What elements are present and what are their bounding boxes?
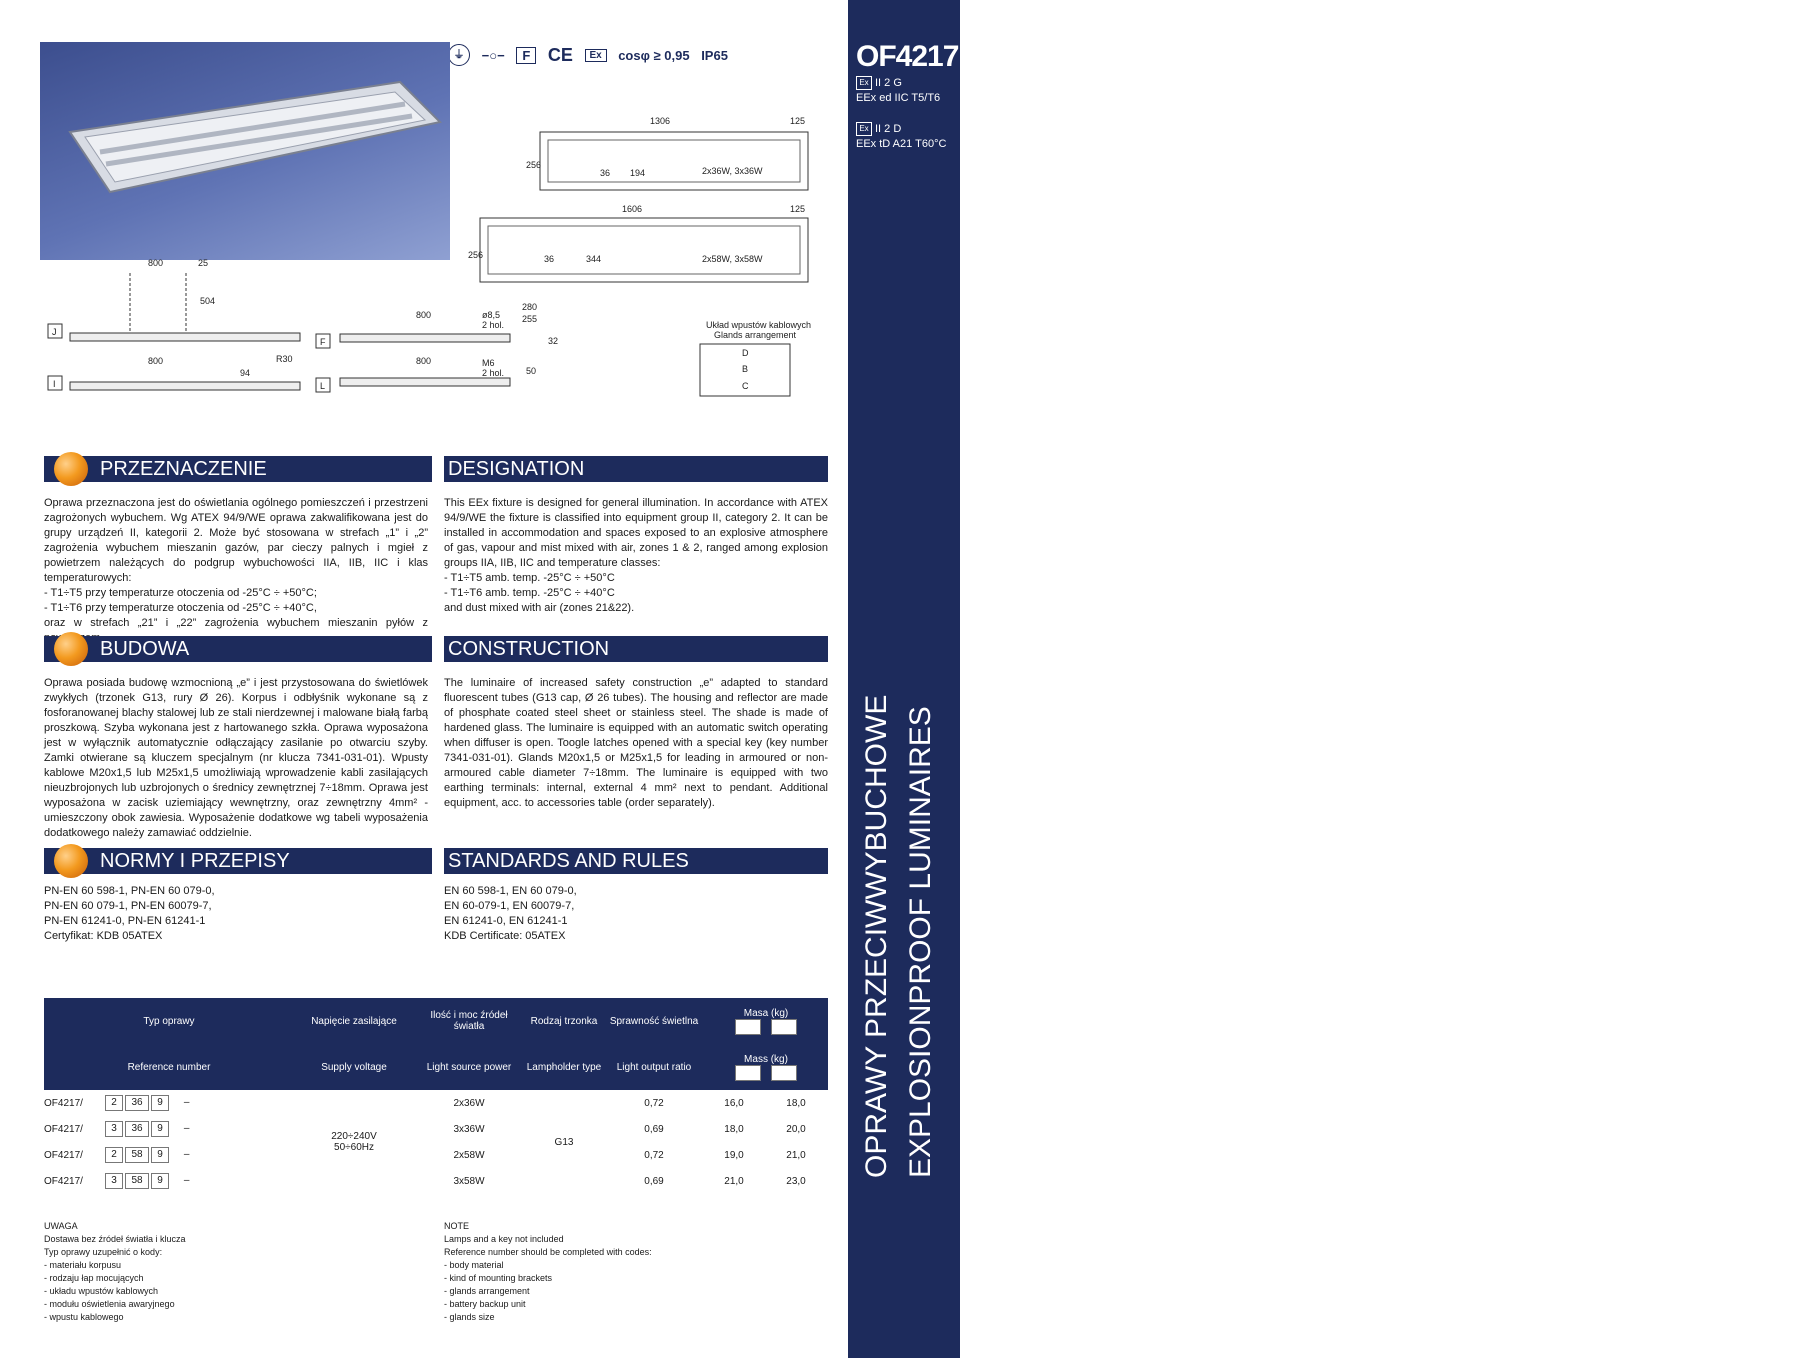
source-cell: 2x58W bbox=[453, 1149, 485, 1161]
dim-36a: 36 bbox=[600, 168, 611, 178]
hole-count: 2 hol. bbox=[482, 320, 505, 330]
ex-icon: Ex bbox=[856, 122, 872, 136]
dim-280: 280 bbox=[522, 302, 538, 312]
code-box: 9 bbox=[151, 1173, 169, 1189]
table-row bbox=[44, 1142, 828, 1168]
label-i: I bbox=[53, 379, 56, 389]
note-line: - wpustu kablowego bbox=[44, 1312, 124, 1322]
dim-r30: R30 bbox=[276, 354, 293, 364]
dim-256b: 256 bbox=[468, 250, 484, 260]
table-row bbox=[44, 1168, 828, 1194]
th-efficiency-en: Light output ratio bbox=[604, 1044, 704, 1090]
th-efficiency-pl: Sprawność świetlna bbox=[604, 998, 704, 1044]
code-box: 58 bbox=[125, 1147, 149, 1163]
dim-256a: 256 bbox=[526, 160, 542, 170]
header-przeznaczenie bbox=[44, 456, 432, 482]
th-voltage-pl: Napięcie zasilające bbox=[294, 998, 414, 1044]
mass-a3-cell: 20,0 bbox=[786, 1123, 806, 1135]
ref-prefix: OF4217/ bbox=[44, 1149, 83, 1161]
dim-344: 344 bbox=[586, 254, 602, 264]
note-line: - glands size bbox=[444, 1312, 495, 1322]
dim-50: 50 bbox=[526, 366, 537, 376]
paragraph: Oprawa przeznaczona jest do oświetlania ogólnego pomieszczeń i przestrzeni zagrożonych wybuchem. Wg ATEX 94/9/WE oprawa zakwalifikowana jest do grupy urządzeń II, kategorii 2. Może być stosowana w strefach „1” i „2” zagrożenia wybuchem mieszanin gazów, par cieczy palnych i mgieł z powietrzem należących do podgrup wybuchowości IIA, IIB, IIC i klas temperaturowych: bbox=[44, 497, 428, 584]
text-budowa bbox=[44, 676, 428, 841]
section-title: PRZEZNACZENIE bbox=[100, 458, 267, 480]
note-title: UWAGA bbox=[44, 1221, 78, 1231]
label-f: F bbox=[320, 337, 326, 347]
dim-1306: 1306 bbox=[650, 116, 671, 126]
section-title: BUDOWA bbox=[100, 638, 190, 660]
code-box: 2 bbox=[105, 1095, 123, 1111]
note-line: - kind of mounting brackets bbox=[444, 1273, 553, 1283]
section-title: CONSTRUCTION bbox=[448, 638, 610, 660]
vertical-title-en: EXPLOSIONPROOF LUMINAIRES bbox=[904, 706, 937, 1178]
source-cell: 3x58W bbox=[453, 1175, 485, 1187]
mass-a3-cell: 18,0 bbox=[786, 1097, 806, 1109]
certification-symbols bbox=[448, 44, 736, 70]
note-line: - materiału korpusu bbox=[44, 1260, 122, 1270]
label-l: L bbox=[320, 381, 326, 391]
orange-ball-icon bbox=[54, 844, 88, 878]
paragraph: and dust mixed with air (zones 21&22). bbox=[444, 602, 635, 614]
paragraph: - T1÷T5 przy temperaturze otoczenia od -25°C ÷ +50°C; bbox=[44, 587, 317, 599]
header-budowa bbox=[44, 636, 432, 662]
earth-icon: ⏚ bbox=[448, 44, 470, 66]
source-cell: 3x36W bbox=[453, 1123, 485, 1135]
section-title: DESIGNATION bbox=[448, 458, 585, 480]
text-standards bbox=[444, 884, 828, 944]
th-voltage-en: Supply voltage bbox=[294, 1044, 414, 1090]
code-box: 3 bbox=[105, 1173, 123, 1189]
dim-255: 255 bbox=[522, 314, 538, 324]
th-mass-en bbox=[704, 1044, 828, 1090]
text-przeznaczenie bbox=[44, 496, 428, 646]
ref-codes bbox=[104, 1142, 294, 1168]
dim-1606: 1606 bbox=[622, 204, 643, 214]
note-line: - body material bbox=[444, 1260, 504, 1270]
note-line: - układu wpustów kablowych bbox=[44, 1286, 159, 1296]
ax-box: AX bbox=[735, 1019, 761, 1035]
ref-prefix: OF4217/ bbox=[44, 1123, 83, 1135]
notes-pl bbox=[44, 1220, 186, 1324]
standard-line: PN-EN 60 598-1, PN-EN 60 079-0, bbox=[44, 885, 215, 897]
code-box: 58 bbox=[125, 1173, 149, 1189]
mass-a3-cell: 21,0 bbox=[786, 1149, 806, 1161]
ex-marking-gas bbox=[856, 76, 902, 90]
code-box: 36 bbox=[125, 1095, 149, 1111]
paragraph: - T1÷T6 przy temperaturze otoczenia od -25°C ÷ +40°C, bbox=[44, 602, 317, 614]
mass-label: Masa (kg) bbox=[743, 1007, 789, 1019]
ref-codes bbox=[104, 1090, 294, 1116]
ip-rating: IP65 bbox=[701, 47, 728, 63]
dimension-drawings bbox=[40, 108, 820, 416]
dim-125b: 125 bbox=[790, 204, 806, 214]
paragraph: Oprawa posiada budowę wzmocnioną „e” i jest przystosowana do świetlówek zwykłych (trzonek G13, rury Ø 26). Korpus i odbłyśnik wykonane są z fosforanowanej blachy stalowej lub ze stali nierdzewnej i malowane białą farbą proszkową. Szyba wykonana jest z hartowanego szkła. Oprawa wyposażona jest w wyłącznik automatycznie odłączający zasilanie po otwarciu szyby. Zamki otwierane są kluczem specjalnym (nr klucza 7341-031-01). Wpusty kablowe M20x1,5 lub M25x1,5 umożliwiają wprowadzenie kabli zasilających nieuzbrojonych lub uzbrojonych o średnicy zewnętrznej 7÷18mm. Oprawa jest wyposażona w zacisk uziemiający wewnętrzny, oraz zewnętrzny 4mm² - umieszczony obok zawiesia. Wyposażenie dodatkowe wg tabeli wyposażenia dodatkowego należy zamawiać oddzielnie. bbox=[44, 677, 428, 839]
ref-prefix: OF4217/ bbox=[44, 1097, 83, 1109]
ex-icon: Ex bbox=[856, 76, 872, 90]
source-cell: 2x36W bbox=[453, 1097, 485, 1109]
gland-c: C bbox=[742, 381, 749, 391]
code-box: 9 bbox=[151, 1121, 169, 1137]
orange-ball-icon bbox=[54, 632, 88, 666]
mass-ax-cell: 19,0 bbox=[724, 1149, 744, 1161]
text-construction bbox=[444, 676, 828, 811]
dim-94: 94 bbox=[240, 368, 251, 378]
header-standards bbox=[444, 848, 828, 874]
code-box: 36 bbox=[125, 1121, 149, 1137]
product-table bbox=[44, 998, 828, 1194]
dim-800a: 800 bbox=[148, 258, 164, 268]
mass-ax-cell: 16,0 bbox=[724, 1097, 744, 1109]
ref-prefix: OF4217/ bbox=[44, 1175, 83, 1187]
code-dash: – bbox=[183, 1123, 190, 1134]
code-box: 3 bbox=[105, 1121, 123, 1137]
dim-800c: 800 bbox=[416, 310, 432, 320]
gland-d: D bbox=[742, 348, 749, 358]
class-icon: −○− bbox=[481, 47, 505, 63]
paragraph: oraz w strefach „21” i „22” zagrożenia wybuchem mieszanin pyłów z bbox=[44, 617, 428, 629]
note-line: - rodzaju łap mocujących bbox=[44, 1273, 144, 1283]
standard-line: EN 61241-0, EN 61241-1 bbox=[444, 915, 568, 927]
thread-m6: M6 bbox=[482, 358, 495, 368]
notes-en bbox=[444, 1220, 652, 1324]
thread-count: 2 hol. bbox=[482, 368, 505, 378]
mass-ax-cell: 21,0 bbox=[724, 1175, 744, 1187]
header-designation bbox=[444, 456, 828, 482]
th-source-pl: Ilość i moc źródeł światła bbox=[414, 998, 524, 1044]
header-construction bbox=[444, 636, 828, 662]
th-source-en: Light source power bbox=[414, 1044, 524, 1090]
table-row bbox=[44, 1090, 828, 1116]
th-type-en: Reference number bbox=[44, 1044, 294, 1090]
model-title: OF4217 bbox=[856, 40, 959, 73]
efficiency-cell: 0,72 bbox=[644, 1097, 664, 1109]
th-cap-pl: Rodzaj trzonka bbox=[524, 998, 604, 1044]
label-j: J bbox=[52, 327, 57, 337]
paragraph: - T1÷T6 amb. temp. -25°C ÷ +40°C bbox=[444, 587, 615, 599]
text-normy bbox=[44, 884, 428, 944]
note-line: Reference number should be completed with codes: bbox=[444, 1247, 652, 1257]
frequency-value: 50÷60Hz bbox=[334, 1142, 374, 1153]
note-title: NOTE bbox=[444, 1221, 470, 1231]
note-line: - modułu oświetlenia awaryjnego bbox=[44, 1299, 175, 1309]
ex-code-dust: EEx tD A21 T60°C bbox=[856, 138, 947, 150]
ax-box: AX bbox=[735, 1065, 761, 1081]
voltage-value: 220÷240V bbox=[331, 1131, 377, 1142]
code-dash: – bbox=[183, 1149, 190, 1160]
efficiency-cell: 0,69 bbox=[644, 1123, 664, 1135]
header-normy bbox=[44, 848, 432, 874]
efficiency-cell: 0,72 bbox=[644, 1149, 664, 1161]
glands-title-pl: Układ wpustów kablowych bbox=[706, 320, 812, 330]
power-factor: cosφ ≥ 0,95 bbox=[618, 47, 690, 63]
paragraph: This EEx fixture is designed for general illumination. In accordance with ATEX 94/9/WE the fixture is classified into equipment group II, category 2. It can be installed in accommodation and spaces exposed to an explosive atmosphere of gas, vapour and mist mixed with air, zones 1 & 2, ranged among explosion groups IIA, IIB, IIC and temperature classes: bbox=[444, 497, 828, 569]
ce-mark-icon: CE bbox=[547, 44, 573, 65]
note-line: Dostawa bez źródeł światła i klucza bbox=[44, 1234, 186, 1244]
note-line: - glands arrangement bbox=[444, 1286, 530, 1296]
dim-36b: 36 bbox=[544, 254, 555, 264]
page-number: 3 bbox=[1745, 1290, 1759, 1315]
a3-box: A3 bbox=[771, 1065, 797, 1081]
ref-codes bbox=[104, 1168, 294, 1194]
vertical-title-pl: OPRAWY PRZECIWWYBUCHOWE bbox=[860, 694, 893, 1178]
standard-line: EN 60 598-1, EN 60 079-0, bbox=[444, 885, 577, 897]
text-designation bbox=[444, 496, 828, 616]
mass-ax-cell: 18,0 bbox=[724, 1123, 744, 1135]
ex-code-gas: EEx ed IIC T5/T6 bbox=[856, 92, 941, 104]
code-box: 9 bbox=[151, 1147, 169, 1163]
dim-32: 32 bbox=[548, 336, 559, 346]
voltage-cell bbox=[294, 1090, 414, 1194]
table-row bbox=[44, 1116, 828, 1142]
ex-group-dust: II 2 D bbox=[875, 122, 902, 135]
hole-dia: ø8,5 bbox=[482, 310, 501, 320]
note-line: Lamps and a key not included bbox=[444, 1234, 564, 1244]
note-line: Typ oprawy uzupełnić o kody: bbox=[44, 1247, 163, 1257]
technical-drawings bbox=[40, 108, 820, 416]
section-title: NORMY I PRZEPISY bbox=[100, 850, 290, 872]
standard-line: PN-EN 60 079-1, PN-EN 60079-7, bbox=[44, 900, 212, 912]
paragraph: The luminaire of increased safety construction „e” adapted to standard fluorescent tubes (G13 cap, Ø 26 tubes). The housing and reflector are made of phosphate coated steel sheet or stainless steel. The shade is made of hardened glass. The luminaire is equipped with an automatic switch operating when diffuser is open. Toogle latches opened with a special key (key number 7341-031-01). Glands M20x1,5 or M25x1,5 for leading in armoured or non-armoured cable diameter 7÷18mm. The luminaire is equipped with two earthing terminals: internal, external 4 mm² next to pendant. Additional equipment, acc. to accessories table (order separately). bbox=[444, 677, 828, 809]
dim-800b: 800 bbox=[148, 356, 164, 366]
glands-title-en: Glands arrangement bbox=[714, 330, 797, 340]
dim-194: 194 bbox=[630, 168, 646, 178]
certificate-line: KDB Certificate: 05ATEX bbox=[444, 930, 566, 942]
cap-cell: G13 bbox=[554, 1136, 574, 1148]
vertical-title bbox=[848, 600, 960, 1200]
efficiency-cell: 0,69 bbox=[644, 1175, 664, 1187]
dim-800d: 800 bbox=[416, 356, 432, 366]
dim-25: 25 bbox=[198, 258, 209, 268]
code-box: 2 bbox=[105, 1147, 123, 1163]
f-mark-icon: F bbox=[516, 47, 536, 64]
a3-box: A3 bbox=[771, 1019, 797, 1035]
ex-group-gas: II 2 G bbox=[875, 76, 902, 89]
standard-line: PN-EN 61241-0, PN-EN 61241-1 bbox=[44, 915, 206, 927]
dim-504: 504 bbox=[200, 296, 216, 306]
mass-label: Mass (kg) bbox=[744, 1053, 788, 1065]
code-box: 9 bbox=[151, 1095, 169, 1111]
ref-codes bbox=[104, 1116, 294, 1142]
drawing-label-58w: 2x58W, 3x58W bbox=[702, 254, 763, 264]
standard-line: EN 60-079-1, EN 60079-7, bbox=[444, 900, 575, 912]
code-dash: – bbox=[183, 1175, 190, 1186]
paragraph: - T1÷T5 amb. temp. -25°C ÷ +50°C bbox=[444, 572, 615, 584]
gland-b: B bbox=[742, 364, 749, 374]
ex-mark-icon: Ex bbox=[585, 49, 607, 62]
th-type-pl: Typ oprawy bbox=[44, 998, 294, 1044]
th-cap-en: Lampholder type bbox=[524, 1044, 604, 1090]
th-mass-pl bbox=[704, 998, 828, 1044]
mass-a3-cell: 23,0 bbox=[786, 1175, 806, 1187]
ex-marking-dust bbox=[856, 122, 901, 136]
note-line: - battery backup unit bbox=[444, 1299, 526, 1309]
certificate-line: Certyfikat: KDB 05ATEX bbox=[44, 930, 163, 942]
section-title: STANDARDS AND RULES bbox=[448, 850, 689, 872]
orange-ball-icon bbox=[54, 452, 88, 486]
drawing-label-36w: 2x36W, 3x36W bbox=[702, 166, 763, 176]
code-dash: – bbox=[183, 1097, 190, 1108]
dim-125a: 125 bbox=[790, 116, 806, 126]
